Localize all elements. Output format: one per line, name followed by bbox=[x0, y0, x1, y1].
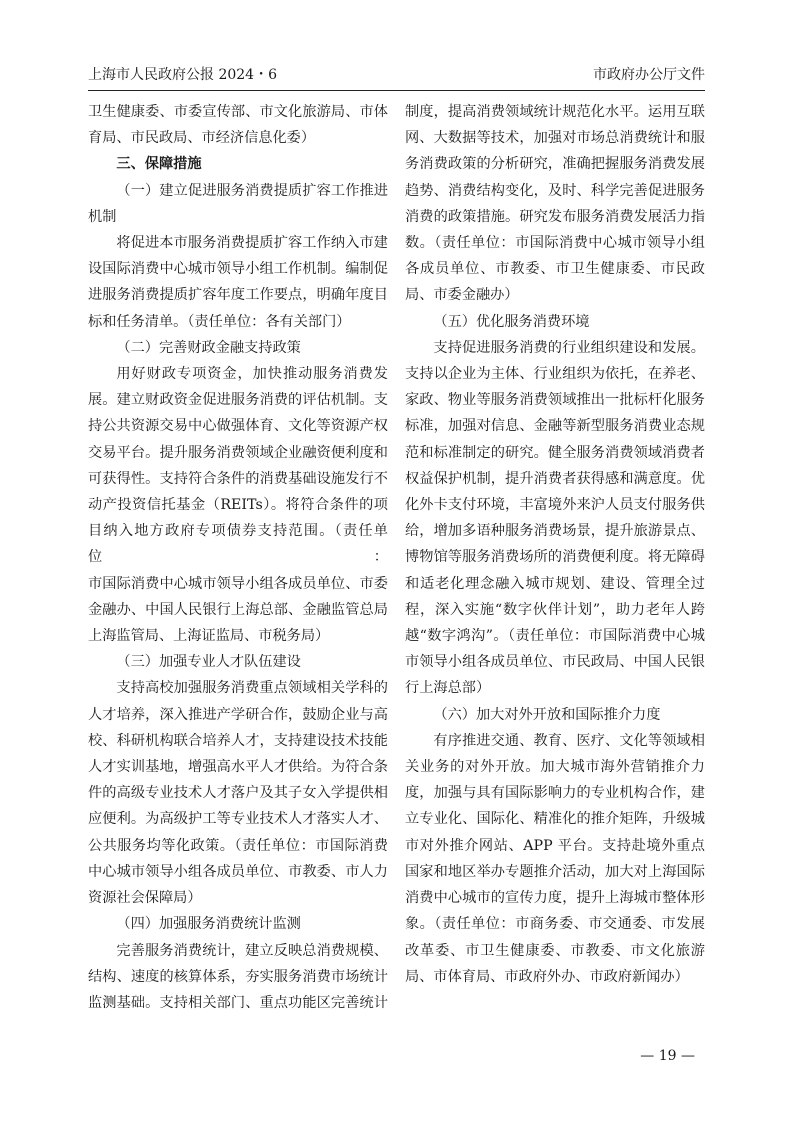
text-line: 金融办、中国人民银行上海总部、金融监管总局 bbox=[88, 601, 388, 618]
subsection-heading bbox=[88, 911, 388, 937]
text-line: 象。（责任单位：市商务委、市交通委、市发展 bbox=[405, 916, 705, 933]
page-footer bbox=[88, 1046, 705, 1066]
text-line: 行上海总部） bbox=[405, 680, 491, 697]
text-line: 育局、市民政局、市经济信息化委） bbox=[88, 130, 316, 147]
subsection-heading bbox=[405, 702, 705, 728]
text-line: 消费的政策措施。研究发布服务消费发展活力指 bbox=[405, 208, 705, 225]
text-line: 数。（责任单位：市国际消费中心城市领导小组 bbox=[405, 235, 705, 252]
text-line: 市国际消费中心城市领导小组各成员单位、市委 bbox=[88, 575, 388, 592]
text-line: 三、保障措施 bbox=[116, 156, 202, 173]
text-line: 支持促进服务消费的行业组织建设和发展。 bbox=[433, 339, 705, 356]
text-line: 件的高级专业技术人才落户及其子女入学提供相 bbox=[88, 785, 388, 802]
text-line: 用好财政专项资金，加快推动服务消费发 bbox=[116, 366, 388, 383]
text-line: 各成员单位、市教委、市卫生健康委、市民政 bbox=[405, 261, 705, 278]
text-line: 趋势、消费结构变化，及时、科学完善促进服务 bbox=[405, 182, 705, 199]
text-line: 有序推进交通、教育、医疗、文化等领域相 bbox=[433, 732, 705, 749]
text-line: 结构、速度的核算体系，夯实服务消费市场统计 bbox=[88, 968, 388, 985]
text-line: 标和任务清单。（责任单位：各有关部门） bbox=[88, 313, 351, 330]
text-line: 化外卡支付环境，丰富境外来沪人员支付服务供 bbox=[405, 497, 705, 514]
text-line: 完善服务消费统计，建立反映总消费规模、 bbox=[116, 942, 388, 959]
text-line: 目纳入地方政府专项债券支持范围。（责任单位： bbox=[88, 523, 388, 566]
section-heading bbox=[88, 151, 388, 177]
subsection-heading bbox=[88, 335, 388, 361]
paragraph bbox=[405, 728, 705, 990]
page-number: — 19 — bbox=[640, 1048, 695, 1065]
text-line: （五）优化服务消费环境 bbox=[433, 313, 590, 330]
text-line: 卫生健康委、市委宣传部、市文化旅游局、市体 bbox=[88, 104, 388, 120]
text-line: 网、大数据等技术，加强对市场总消费统计和服 bbox=[405, 130, 705, 147]
text-line: 机制 bbox=[88, 208, 117, 225]
paragraph bbox=[405, 335, 705, 702]
text-line: 局、市体育局、市政府外办、市政府新闻办） bbox=[405, 968, 689, 985]
text-line: （三）加强专业人才队伍建设 bbox=[116, 654, 301, 671]
text-line: 公共服务均等化政策。（责任单位：市国际消费 bbox=[88, 837, 388, 854]
text-line: 校、科研机构联合培养人才，支持建设技术技能 bbox=[88, 732, 388, 749]
text-line: 监测基础。支持相关部门、重点功能区完善统计 bbox=[88, 994, 388, 1011]
subsection-heading bbox=[405, 309, 705, 335]
text-line: 市对外推介网站、APP 平台。支持赴境外重点 bbox=[405, 837, 705, 854]
text-line: 国家和地区举办专题推介活动，加大对上海国际 bbox=[405, 863, 705, 880]
text-line: 人才实训基地，增强高水平人才供给。为符合条 bbox=[88, 759, 388, 776]
paragraph bbox=[88, 230, 388, 335]
text-line: 支持高校加强服务消费重点领域相关学科的 bbox=[116, 680, 388, 697]
text-line: 家政、物业等服务消费领域推出一批标杆化服务 bbox=[405, 392, 705, 409]
text-line: 支持以企业为主体、行业组织为依托，在养老、 bbox=[405, 366, 705, 383]
text-line: 权益保护机制，提升消费者获得感和满意度。优 bbox=[405, 470, 705, 487]
text-line: 度，加强与具有国际影响力的专业机构合作，建 bbox=[405, 785, 705, 802]
text-line: 资源社会保障局） bbox=[88, 890, 202, 907]
text-line: 展。建立财政资金促进服务消费的评估机制。支 bbox=[88, 392, 388, 409]
subsection-heading bbox=[88, 649, 388, 675]
text-line: 动产投资信托基金（REITs）。将符合条件的项 bbox=[88, 497, 388, 514]
text-line: 上海监管局、上海证监局、市税务局） bbox=[88, 628, 330, 645]
left-column bbox=[88, 99, 388, 1016]
text-line: 和适老化理念融入城市规划、建设、管理全过 bbox=[405, 575, 705, 592]
text-line: 越“数字鸿沟”。（责任单位：市国际消费中心城 bbox=[405, 628, 705, 645]
text-line: （一）建立促进服务消费提质扩容工作推进 bbox=[116, 182, 388, 199]
text-line: 消费中心城市的宣传力度，提升上海城市整体形 bbox=[405, 890, 705, 907]
text-line: （六）加大对外开放和国际推介力度 bbox=[433, 706, 661, 723]
text-line: 制度，提高消费领域统计规范化水平。运用互联 bbox=[405, 104, 705, 120]
subsection-heading bbox=[88, 178, 388, 230]
text-line: 改革委、市卫生健康委、市教委、市文化旅游 bbox=[405, 942, 705, 959]
text-line: 博物馆等服务消费场所的消费便利度。将无障碍 bbox=[405, 549, 705, 566]
paragraph bbox=[88, 99, 388, 151]
text-line: 标准，加强对信息、金融等新型服务消费业态规 bbox=[405, 418, 705, 435]
paragraph bbox=[405, 99, 705, 309]
text-line: （四）加强服务消费统计监测 bbox=[116, 916, 301, 933]
text-line: 市领导小组各成员单位、市民政局、中国人民银 bbox=[405, 654, 705, 671]
text-line: 设国际消费中心城市领导小组工作机制。编制促 bbox=[88, 261, 388, 278]
text-line: 务消费政策的分析研究，准确把握服务消费发展 bbox=[405, 156, 705, 173]
text-line: 将促进本市服务消费提质扩容工作纳入市建 bbox=[116, 235, 388, 252]
text-line: 程，深入实施“数字伙伴计划”，助力老年人跨 bbox=[405, 601, 705, 618]
text-line: 立专业化、国际化、精准化的推介矩阵，升级城 bbox=[405, 811, 705, 828]
text-line: 范和标准制定的研究。健全服务消费领域消费者 bbox=[405, 444, 705, 461]
body-columns bbox=[88, 99, 705, 1016]
publication-title: 上海市人民政府公报 2024・6 bbox=[88, 67, 277, 83]
text-line: 可获得性。支持符合条件的消费基础设施发行不 bbox=[88, 470, 388, 487]
text-line: 人才培养，深入推进产学研合作，鼓励企业与高 bbox=[88, 706, 388, 723]
section-title: 市政府办公厅文件 bbox=[593, 67, 705, 83]
page-header bbox=[88, 64, 705, 91]
text-line: 中心城市领导小组各成员单位、市教委、市人力 bbox=[88, 863, 388, 880]
text-line: 进服务消费提质扩容年度工作要点，明确年度目 bbox=[88, 287, 388, 304]
text-line: 应便利。为高级护工等专业技术人才落实人才、 bbox=[88, 811, 388, 828]
paragraph bbox=[88, 938, 388, 1017]
paragraph bbox=[88, 361, 388, 649]
text-line: （二）完善财政金融支持政策 bbox=[116, 339, 301, 356]
text-line: 持公共资源交易中心做强体育、文化等资源产权 bbox=[88, 418, 388, 435]
right-column bbox=[405, 99, 705, 1016]
text-line: 给，增加多语种服务消费场景，提升旅游景点、 bbox=[405, 523, 705, 540]
text-line: 交易平台。提升服务消费领域企业融资便利度和 bbox=[88, 444, 388, 461]
text-line: 局、市委金融办） bbox=[405, 287, 519, 304]
text-line: 关业务的对外开放。加大城市海外营销推介力 bbox=[405, 759, 705, 776]
paragraph bbox=[88, 675, 388, 911]
